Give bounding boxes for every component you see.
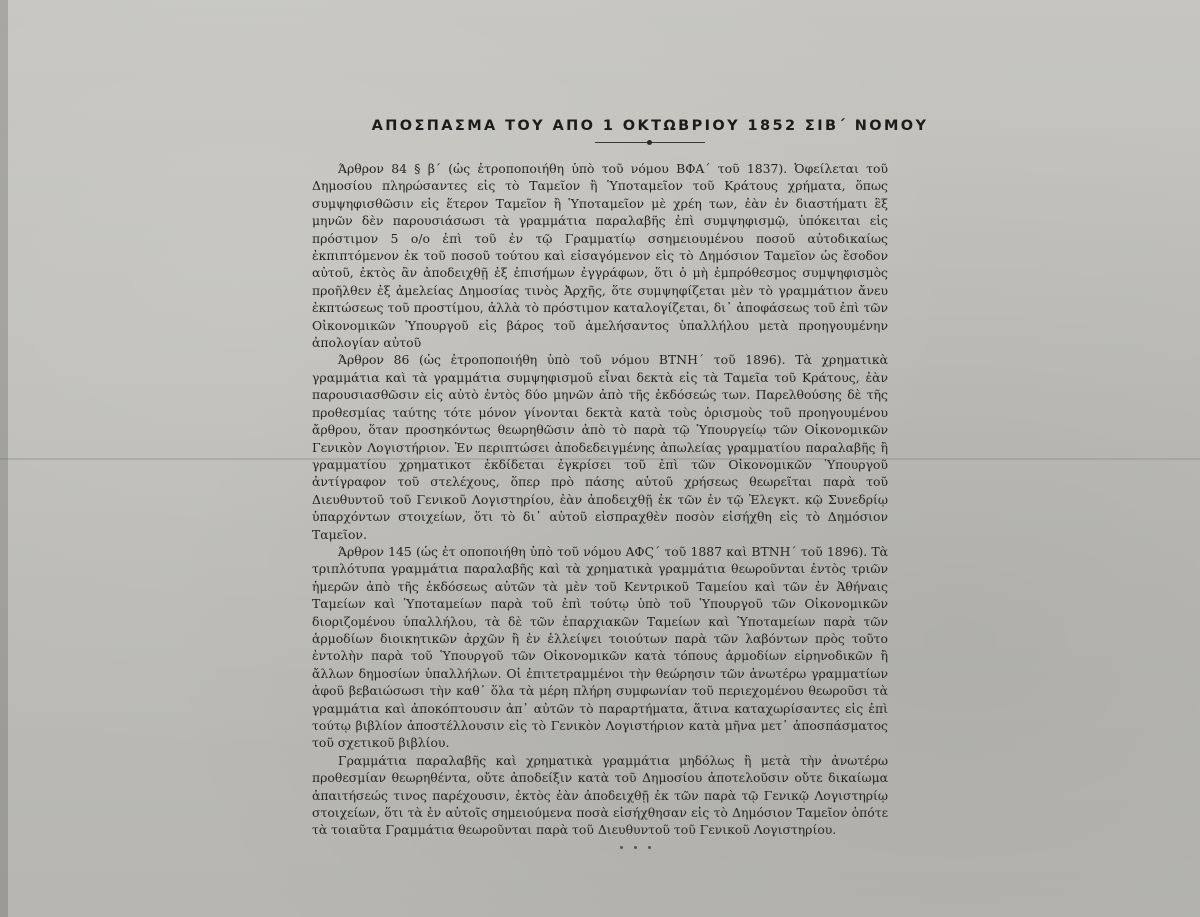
document-header: [290, 118, 1010, 148]
ornament-dot: [634, 846, 637, 849]
paragraph-article-145: Άρθρον 145 (ὡς ἐτ οποποιήθη ὑπὸ τοῦ νόμου ΑΦϚ΄ τοῦ 1887 καὶ ΒΤΝΗ΄ τοῦ 1896). Τὰ τριπλότυπα γραμμάτια παραλαβῆς καὶ τὰ χρηματικὰ γραμμάτια θεωροῦνται ἐντὸς τριῶν ἡμερῶν ἀπὸ τῆς ἐκδόσεως αὐτῶν τὰ μὲν τοῦ Κεντρικοῦ Ταμείου καὶ τῶν ἐν Ἀθήναις Ταμείων καὶ Ὑποταμείων παρὰ τοῦ ἐπὶ τούτῳ ὑπὸ τοῦ Ὑπουργοῦ τῶν Οἰκονομικῶν διοριζομένου ὑπαλλήλου, τὰ δὲ τῶν ἐπαρχιακῶν Ταμείων καὶ Ὑποταμείων παρὰ τῶν ἁρμοδίων διοικητικῶν ἀρχῶν ἢ ἐν ἐλλείψει τοιούτων παρὰ τῶν λαβόντων πρὸς τοῦτο ἐντολὴν παρὰ τοῦ Ὑπουργοῦ τῶν Οἰκονομικῶν κατὰ τόπους ἁρμοδίων εἰρηνοδικῶν ἢ ἄλλων δημοσίων ὑπαλλήλων. Οἱ ἐπιτετραμμένοι τὴν θεώρησιν τῶν ἀνωτέρω γραμματίων ἀφοῦ βεβαιώσωσι τὴν καθ᾽ ὅλα τὰ μέρη πλήρη συμφωνίαν τοῦ περιεχομένου θεωροῦσι τὰ γραμμάτια καὶ ἀποκόπτουσιν ἀπ᾽ αὐτῶν τὸ παραρτήματα, ἅτινα καταχωρίσαντες εἰς ἐπὶ τούτῳ βιβλίον ἀποστέλλουσιν εἰς τὸ Γενικὸν Λογιστήριον κατὰ μῆνα μετ᾽ ἀποσπάσματος τοῦ σχετικοῦ βιβλίου.: [312, 543, 888, 751]
paragraph-article-86: Άρθρον 86 (ὡς ἐτροποποιήθη ὑπὸ τοῦ νόμου ΒΤΝΗ΄ τοῦ 1896). Τὰ χρηματικὰ γραμμάτια καὶ τὰ γραμμάτια συμψηφισμοῦ εἶναι δεκτὰ εἰς τὰ Ταμεῖα τοῦ Κράτους, ἐὰν παρουσιασθῶσιν εἰς αὐτὸ ἐντὸς δύο μηνῶν ἀπὸ τῆς ἐκδόσεώς των. Παρελθούσης δὲ τῆς προθεσμίας ταύτης τότε μόνον γίνονται δεκτὰ κατὰ τοὺς ὁρισμοὺς τοῦ προηγουμένου ἄρθρου, ὅταν προσηκόντως θεωρηθῶσιν ἀπὸ τὸ παρὰ τῷ Ὑπουργείῳ τῶν Οἰκονομικῶν Γενικὸν Λογιστήριον. Ἐν περιπτώσει ἀποδεδειγμένης ἀπωλείας γραμματίου παραλαβῆς ἢ γραμματίου χρηματικοτ ἐκδίδεται ἐγκρίσει τοῦ ἐπὶ τῶν Οἰκονομικῶν Ὑπουργοῦ ἀντίγραφον τοῦ στελέχους, ὅπερ πρὸ πάσης αὐτοῦ χρήσεως θεωρεῖται παρὰ τοῦ Διευθυντοῦ τοῦ Γενικοῦ Λογιστηρίου, ἐὰν ἀποδειχθῇ ἐκ τῶν ἐν τῷ Ἐλεγκτ. κῷ Συνεδρίῳ ὑπαρχόντων στοιχείων, ὅτι τὸ δι᾽ αὐτοῦ εἰσπραχθὲν ποσὸν εἰσήχθη εἰς τὸ Δημόσιον Ταμεῖον.: [312, 352, 888, 542]
ornament-dot: [647, 140, 652, 145]
document-body: [312, 160, 888, 839]
paragraph-article-84: Άρθρον 84 § β΄ (ὡς ἐτροποποιήθη ὑπὸ τοῦ νόμου ΒΦΑ΄ τοῦ 1837). Ὀφείλεται τοῦ Δημοσίου πληρώσαντες εἰς τὸ Ταμεῖον ἢ Ὑποταμεῖον τοῦ Κράτους χρήματα, ὅπως συμψηφισθῶσιν εἰς ἕτερον Ταμεῖον ἢ Ὑποταμεῖον μὲ χρέη των, ἐὰν ἐν διαστήματι ἓξ μηνῶν δὲν παρουσιάσωσι τὰ γραμμάτια παραλαβῆς ἐπὶ συμψηφισμῷ, ὑπόκειται εἰς πρόστιμον 5 ο/ο ἐπὶ τοῦ ἐν τῷ Γραμματίῳ σσημειουμένου ποσοῦ αὐτοδικαίως ἐκπιπτόμενον ἐκ τοῦ ποσοῦ τούτου καὶ εἰσαγόμενον εἰς τὸ Δημόσιον Ταμεῖον ὡς ἔσοδον αὐτοῦ, ἐκτὸς ἂν ἀποδειχθῇ ἐξ ἐπισήμων ἐγγράφων, ὅτι ὁ μὴ ἐμπρόθεσμος συμψηφισμὸς προῆλθεν ἐξ ἀμελείας Δημοσίας τινὸς Ἀρχῆς, ὅτε συμψηφίζεται μὲν τὸ γραμμάτιον ἄνευ ἐκπτώσεως τοῦ προστίμου, ἀλλὰ τὸ πρόστιμον καταλογίζεται, δι᾽ ἀποφάσεως τοῦ ἐπὶ τῶν Οἰκονομικῶν Ὑπουργοῦ εἰς βάρος τοῦ ἀμελήσαντος ὑπαλλήλου μετὰ προηγουμένην ἀπολογίαν αὐτοῦ: [312, 161, 888, 351]
paragraph-closing: Γραμμάτια παραλαβῆς καὶ χρηματικὰ γραμμάτια μηδόλως ἢ μετὰ τὴν ἀνωτέρω προθεσμίαν θεωρηθέντα, οὔτε ἀποδείξιν κατὰ τοῦ Δημοσίου ἀποτελοῦσιν οὔτε δικαίωμα ἀπαιτήσεώς τινος παρέχουσιν, ἐκτὸς ἐὰν ἀποδειχθῇ ἐκ τῶν παρὰ τῷ Γενικῷ Λογιστηρίῳ στοιχείων, ὅτι τὰ ἐν αὐτοῖς σημειούμενα ποσὰ εἰσήχθησαν εἰς τὸ Δημόσιον Ταμεῖον ὁπότε τὰ τοιαῦτα Γραμμάτια θεωροῦνται παρὰ τοῦ Διευθυντοῦ τοῦ Γενικοῦ Λογιστηρίου.: [312, 752, 888, 838]
document-title: ΑΠΟΣΠΑΣΜΑ ΤΟΥ ΑΠΟ 1 ΟΚΤΩΒΡΙΟΥ 1852 ΣΙΒ΄ ΝΟΜΟΥ: [371, 118, 929, 134]
ornament-dot: [648, 846, 651, 849]
title-ornament-rule: [595, 138, 705, 148]
bottom-ornament: [610, 843, 670, 853]
ornament-dot: [620, 846, 623, 849]
